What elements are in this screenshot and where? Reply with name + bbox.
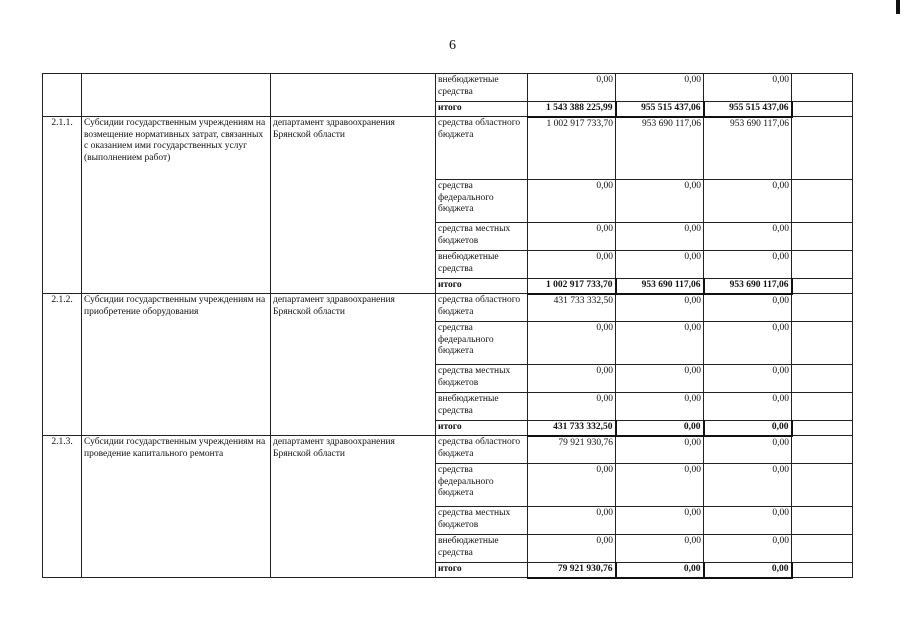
amount-cell: 0,00 — [704, 507, 792, 535]
source-label: внебюджетные средства — [436, 393, 528, 421]
amount-cell: 0,00 — [616, 74, 704, 102]
amount-cell: 0,00 — [528, 393, 616, 421]
empty-cell — [792, 223, 853, 251]
amount-cell: 0,00 — [528, 180, 616, 223]
amount-cell: 953 690 117,06 — [616, 279, 704, 294]
amount-cell: 0,00 — [616, 535, 704, 563]
empty-cell — [792, 535, 853, 563]
empty-cell — [792, 117, 853, 180]
amount-cell: 1 002 917 733,70 — [528, 117, 616, 180]
page-number: 6 — [449, 38, 456, 53]
empty-cell — [792, 74, 853, 102]
empty-cell — [792, 421, 853, 436]
executor-cell: департамент здравоохранения Брянской области — [271, 294, 436, 436]
amount-cell: 79 921 930,76 — [528, 563, 616, 578]
amount-cell: 953 690 117,06 — [704, 117, 792, 180]
code-cell — [43, 74, 82, 117]
source-label: итого — [436, 563, 528, 578]
amount-cell: 1 543 388 225,99 — [528, 102, 616, 117]
empty-cell — [792, 393, 853, 421]
table-row — [43, 436, 853, 464]
code-cell: 2.1.1. — [43, 117, 82, 294]
table-row — [43, 74, 853, 102]
amount-cell: 0,00 — [528, 74, 616, 102]
table-row — [43, 117, 853, 180]
amount-cell: 0,00 — [528, 365, 616, 393]
empty-cell — [792, 464, 853, 507]
amount-cell: 0,00 — [704, 563, 792, 578]
amount-cell: 79 921 930,76 — [528, 436, 616, 464]
amount-cell: 0,00 — [528, 322, 616, 365]
title-cell: Субсидии государственным учреждениям на приобретение оборудования — [82, 294, 271, 436]
code-cell: 2.1.3. — [43, 436, 82, 578]
amount-cell: 0,00 — [616, 464, 704, 507]
source-label: средства федерального бюджета — [436, 322, 528, 365]
amount-cell: 0,00 — [704, 74, 792, 102]
amount-cell: 0,00 — [704, 421, 792, 436]
source-label: итого — [436, 102, 528, 117]
amount-cell: 431 733 332,50 — [528, 421, 616, 436]
empty-cell — [792, 279, 853, 294]
source-label: средства областного бюджета — [436, 294, 528, 322]
source-label: средства местных бюджетов — [436, 365, 528, 393]
amount-cell: 0,00 — [704, 535, 792, 563]
amount-cell: 0,00 — [616, 180, 704, 223]
amount-cell: 0,00 — [704, 180, 792, 223]
amount-cell: 0,00 — [616, 322, 704, 365]
source-label: средства областного бюджета — [436, 117, 528, 180]
source-label: итого — [436, 421, 528, 436]
source-label: средства федерального бюджета — [436, 180, 528, 223]
empty-cell — [792, 322, 853, 365]
source-label: средства местных бюджетов — [436, 223, 528, 251]
executor-cell: департамент здравоохранения Брянской области — [271, 436, 436, 578]
source-label: итого — [436, 279, 528, 294]
empty-cell — [792, 294, 853, 322]
amount-cell: 0,00 — [616, 251, 704, 279]
empty-cell — [792, 251, 853, 279]
amount-cell: 0,00 — [528, 464, 616, 507]
source-label: средства местных бюджетов — [436, 507, 528, 535]
code-cell: 2.1.2. — [43, 294, 82, 436]
empty-cell — [792, 102, 853, 117]
title-cell: Субсидии государственным учреждениям на проведение капитального ремонта — [82, 436, 271, 578]
amount-cell: 0,00 — [616, 421, 704, 436]
amount-cell: 0,00 — [616, 294, 704, 322]
amount-cell: 0,00 — [704, 223, 792, 251]
amount-cell: 955 515 437,06 — [616, 102, 704, 117]
source-label: внебюджетные средства — [436, 251, 528, 279]
empty-cell — [792, 563, 853, 578]
amount-cell: 0,00 — [616, 365, 704, 393]
table-row — [43, 294, 853, 322]
amount-cell: 0,00 — [616, 223, 704, 251]
amount-cell: 0,00 — [528, 535, 616, 563]
title-cell: Субсидии государственным учреждениям на возмещение нормативных затрат, связанных с оказанием ими государственных услуг (выполнением работ) — [82, 117, 271, 294]
scan-edge-mark — [896, 0, 900, 14]
amount-cell: 0,00 — [528, 251, 616, 279]
amount-cell: 0,00 — [704, 251, 792, 279]
empty-cell — [792, 507, 853, 535]
executor-cell: департамент здравоохранения Брянской области — [271, 117, 436, 294]
budget-table — [42, 73, 853, 579]
source-label: средства федерального бюджета — [436, 464, 528, 507]
amount-cell: 0,00 — [616, 563, 704, 578]
amount-cell: 0,00 — [616, 436, 704, 464]
title-cell — [82, 74, 271, 117]
empty-cell — [792, 436, 853, 464]
amount-cell: 431 733 332,50 — [528, 294, 616, 322]
source-label: внебюджетные средства — [436, 535, 528, 563]
amount-cell: 955 515 437,06 — [704, 102, 792, 117]
amount-cell: 0,00 — [704, 436, 792, 464]
amount-cell: 0,00 — [704, 322, 792, 365]
amount-cell: 0,00 — [528, 507, 616, 535]
source-label: средства областного бюджета — [436, 436, 528, 464]
amount-cell: 1 002 917 733,70 — [528, 279, 616, 294]
executor-cell — [271, 74, 436, 117]
amount-cell: 0,00 — [704, 464, 792, 507]
amount-cell: 953 690 117,06 — [616, 117, 704, 180]
amount-cell: 0,00 — [616, 507, 704, 535]
amount-cell: 0,00 — [704, 294, 792, 322]
amount-cell: 0,00 — [616, 393, 704, 421]
empty-cell — [792, 180, 853, 223]
amount-cell: 0,00 — [528, 223, 616, 251]
amount-cell: 0,00 — [704, 365, 792, 393]
empty-cell — [792, 365, 853, 393]
amount-cell: 0,00 — [704, 393, 792, 421]
amount-cell: 953 690 117,06 — [704, 279, 792, 294]
source-label: внебюджетные средства — [436, 74, 528, 102]
